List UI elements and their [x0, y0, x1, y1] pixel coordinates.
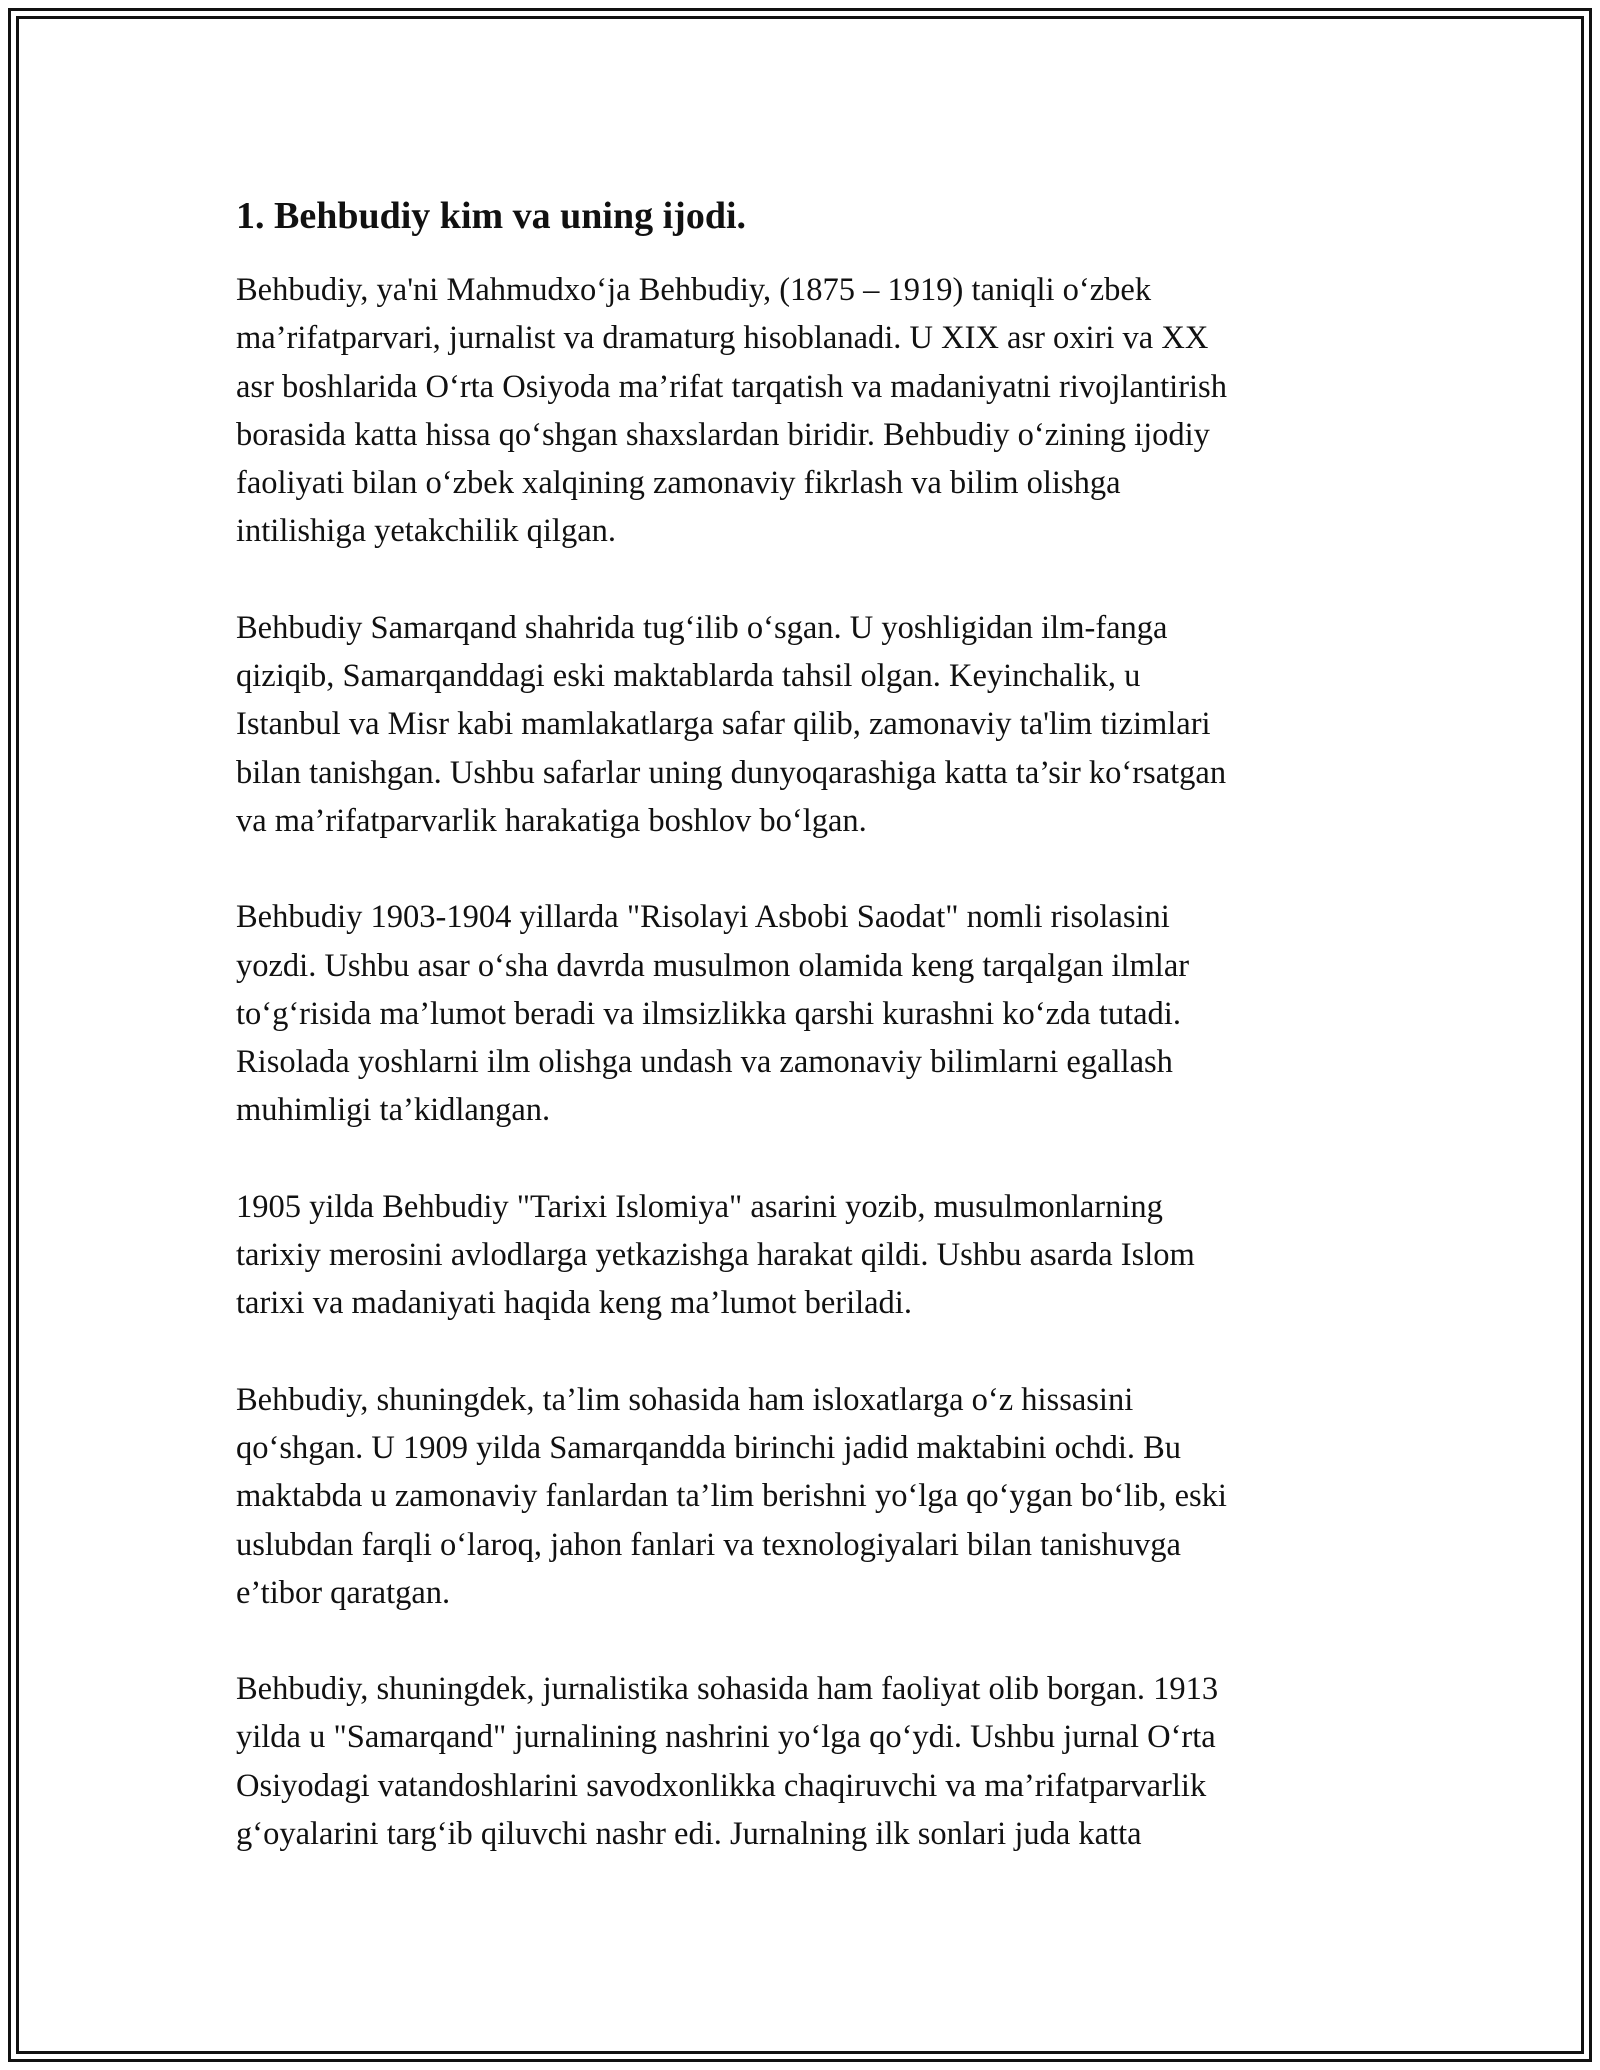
section-heading: 1. Behbudiy kim va uning ijodi. — [236, 195, 747, 237]
paragraph-intro: Behbudiy, ya'ni Mahmudxo‘ja Behbudiy, (1875 – 1919) taniqli o‘zbek ma’rifatparvari, jurnalist va dramaturg hisoblanadi. U XIX asr oxiri va XX asr boshlarida O‘rta Osiyoda ma’rifat tarqatish va madaniyatni rivojlantirish borasida katta hissa qo‘shgan shaxslardan biridir. Behbudiy o‘zining ijodiy faoliyati bilan o‘zbek xalqining zamonaviy fikrlash va bilim olishga intilishiga yetakchilik qilgan. — [236, 272, 1227, 550]
paragraph-journalism: Behbudiy, shuningdek, jurnalistika sohasida ham faoliyat olib borgan. 1913 yilda u "Samarqand" jurnalining nashrini yo‘lga qo‘ydi. Ushbu jurnal O‘rta Osiyodagi vatandoshlarini savodxonlikka chaqiruvchi va ma’rifatparvarlik g‘oyalarini targ‘ib qiluvchi nashr edi. Jurnalning ilk sonlari juda katta — [236, 1671, 1219, 1853]
paragraph-risola: Behbudiy 1903-1904 yillarda "Risolayi Asbobi Saodat" nomli risolasini yozdi. Ushbu asar o‘sha davrda musulmon olamida keng tarqalgan ilmlar to‘g‘risida ma’lumot beradi va ilmsizlikka qarshi kurashni ko‘zda tutadi. Risolada yoshlarni ilm olishga undash va zamonaviy bilimlarni egallash muhimligi ta’kidlangan. — [236, 899, 1190, 1129]
paragraph-early-life: Behbudiy Samarqand shahrida tug‘ilib o‘sgan. U yoshligidan ilm-fanga qiziqib, Samarqanddagi eski maktablarda tahsil olgan. Keyinchalik, u Istanbul va Misr kabi mamlakatlarga safar qilib, zamonaviy ta'lim tizimlari bilan tanishgan. Ushbu safarlar uning dunyoqarashiga katta ta’sir ko‘rsatgan va ma’rifatparvarlik harakatiga boshlov bo‘lgan. — [236, 609, 1227, 839]
document-body — [236, 190, 1376, 1906]
paragraph-education: Behbudiy, shuningdek, ta’lim sohasida ham isloxatlarga o‘z hissasini qo‘shgan. U 1909 yilda Samarqandda birinchi jadid maktabini ochdi. Bu maktabda u zamonaviy fanlardan ta’lim berishni yo‘lga qo‘ygan bo‘lib, eski uslubdan farqli o‘laroq, jahon fanlari va texnologiyalari bilan tanishuvga e’tibor qaratgan. — [236, 1381, 1227, 1611]
paragraph-tarixi-islomiya: 1905 yilda Behbudiy "Tarixi Islomiya" asarini yozib, musulmonlarning tarixiy merosini avlodlarga yetkazishga harakat qildi. Ushbu asarda Islom tarixi va madaniyati haqida keng ma’lumot beriladi. — [236, 1188, 1195, 1322]
